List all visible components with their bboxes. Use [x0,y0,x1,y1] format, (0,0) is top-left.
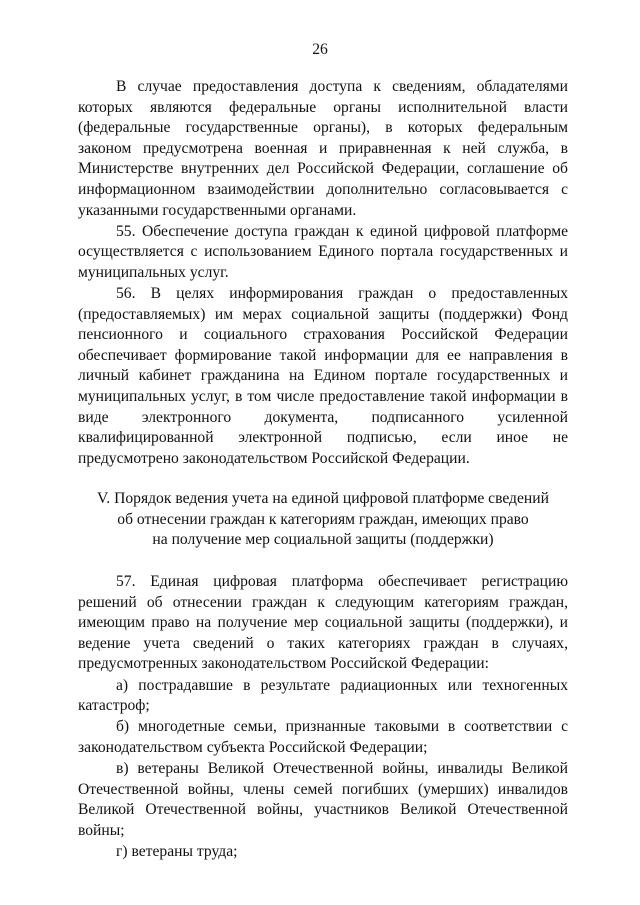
section-heading-line: на получение мер социальной защиты (поддержки) [152,531,494,549]
document-body [78,77,568,862]
section-heading [78,489,568,551]
paragraph-57: 57. Единая цифровая платформа обеспечивает регистрацию решений об отнесении граждан к следующим категориям граждан, имеющим право на получение мер социальной защиты (поддержки), и ведение учета сведений о таких категориях граждан в случаях, предусмотренных законодательством Российской Федерации: [78,573,568,673]
paragraph-56: 56. В целях информирования граждан о предоставленных (предоставляемых) им мерах социальной защиты (поддержки) Фонд пенсионного и социального страхования Российской Федерации обеспечивает формирование такой информации для ее направления в личный кабинет гражданина на Едином портале государственных и муниципальных услуг, в том числе предоставление такой информации в виде электронного документа, подписанного усиленной квалифицированной электронной подписью, если иное не предусмотрено законодательством Российской Федерации. [78,284,568,467]
list-item-g: г) ветераны труда; [116,842,238,860]
section-heading-line: V. Порядок ведения учета на единой цифровой платформе сведений [97,490,549,508]
page-number: 26 [312,41,328,58]
section-heading-line: об отнесении граждан к категориям граждан, имеющих право [117,510,529,528]
list-item-a: а) пострадавшие в результате радиационных или техногенных катастроф; [78,676,568,715]
paragraph-access-agreement: В случае предоставления доступа к сведениям, обладателями которых являются федеральные органы исполнительной власти (федеральные государственные органы), в которых федеральным законом предусмотрена военная и приравненная к ней служба, в Министерстве внутренних дел Российской Федерации, соглашение об информационном взаимодействии дополнительно согласовывается с указанными государственными органами. [78,78,568,219]
paragraph-55: 55. Обеспечение доступа граждан к единой цифровой платформе осуществляется с использованием Единого портала государственных и муниципальных услуг. [78,222,568,281]
list-item-b: б) многодетные семьи, признанные таковыми в соответствии с законодательством субъекта Российской Федерации; [78,718,568,756]
list-item-v: в) ветераны Великой Отечественной войны, инвалиды Великой Отечественной войны, члены семей погибших (умерших) инвалидов Великой Отечественной войны, участников Великой Отечественной войны; [78,759,568,839]
